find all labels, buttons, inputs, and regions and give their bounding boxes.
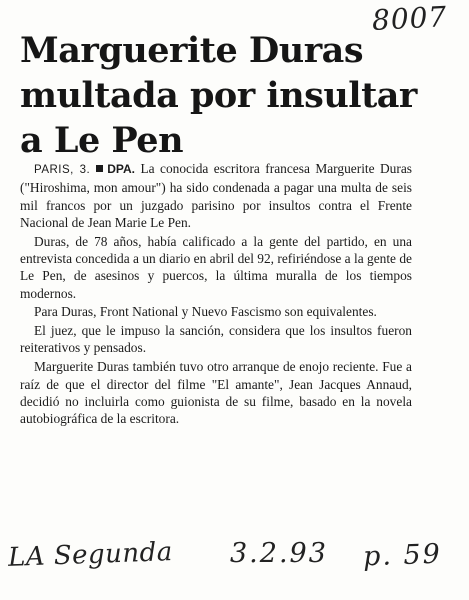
news-agency: DPA. [107,162,136,176]
source-page: p. 59 [362,538,443,573]
square-bullet-icon [96,165,103,172]
headline-line-2: multada por insultar [20,75,417,116]
handwritten-archive-code: 8007 [371,0,449,37]
article-body [20,160,412,429]
dateline: PARIS, 3. [34,164,91,176]
headline [20,28,417,163]
headline-line-1: Marguerite Duras [20,30,364,71]
source-newspaper: LA Segunda [7,537,174,573]
article-paragraph-4: El juez, que le impuso la sanción, considera que los insultos fueron reiterativos y pensados. [20,323,412,356]
source-date: 3.2.93 [230,538,328,569]
handwritten-source-note [8,536,463,586]
article-paragraph-3: Para Duras, Front National y Nuevo Fascismo son equivalentes. [34,304,377,320]
article-paragraph-1 [20,160,412,231]
article-paragraph-5: Marguerite Duras también tuvo otro arranque de enojo reciente. Fue a raíz de que el director del filme "El amante", Jean Jacques Annaud, decidió no incluirla como guionista de su filme, basado en la novela autobiográfica de la escritora. [20,359,412,427]
article-paragraph-2: Duras, de 78 años, había calificado a la gente del partido, en una entrevista concedida a un diario en abril del 92, refiriéndose a la gente de Le Pen, de asesinos y puercos, la última muralla de los tiempos modernos. [20,233,412,301]
headline-line-3: a Le Pen [20,120,184,161]
paragraph-1-text: La conocida escritora francesa Marguerite Duras ("Hiroshima, mon amour") ha sido condenada a pagar una multa de seis mil francos por un juzgado parisino por insultos contra el Frente Nacional de Jean Marie Le Pen. [20,161,412,230]
